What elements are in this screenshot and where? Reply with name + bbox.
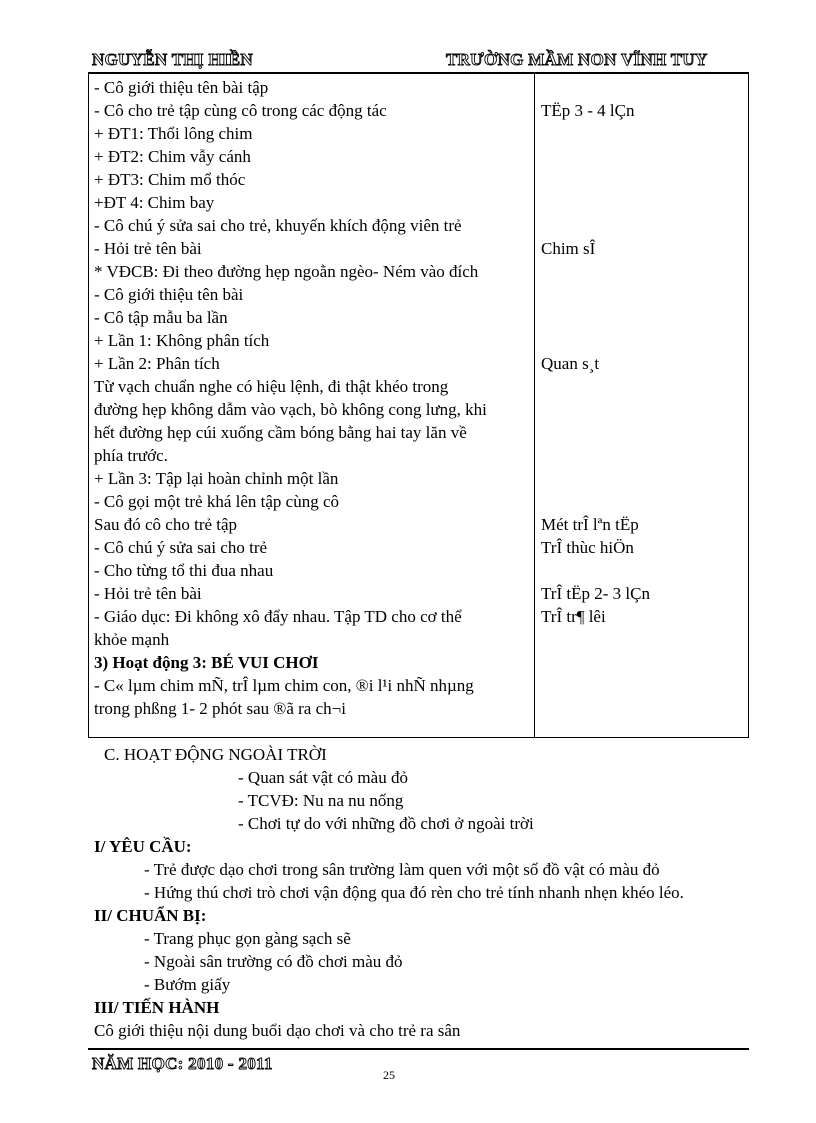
note-line: TrÎ tr¶ lêi xyxy=(541,607,606,626)
note-line: Mét trÎ lªn tËp xyxy=(541,515,639,534)
activity-line: Từ vạch chuẩn nghe có hiệu lệnh, đi thật khéo trong xyxy=(94,377,449,396)
chuan-bi-item: - Bướm giấy xyxy=(144,975,231,994)
note-line: TrÎ tËp 2- 3 lÇn xyxy=(541,584,650,603)
yeu-cau-item: - Hứng thú chơi trò chơi vận động qua đó rèn cho trẻ tính nhanh nhẹn khéo léo. xyxy=(144,883,684,902)
activity-line: - Cô giới thiệu tên bài tập xyxy=(94,78,269,97)
note-line: Quan s¸t xyxy=(541,354,600,373)
activity-line: Sau đó cô cho trẻ tập xyxy=(94,515,238,534)
tien-hanh-heading: III/ TIẾN HÀNH xyxy=(94,998,220,1017)
activity-line: + ĐT2: Chim vẫy cánh xyxy=(94,147,251,166)
activity-line: + Lần 2: Phân tích xyxy=(94,354,220,373)
section-c-item: - Quan sát vật có màu đỏ xyxy=(238,768,408,787)
section-c-item: - Chơi tự do với những đồ chơi ở ngoài trời xyxy=(238,814,534,833)
section-c-item: - TCVĐ: Nu na nu nống xyxy=(238,791,404,810)
chuan-bi-heading: II/ CHUẨN BỊ: xyxy=(94,906,207,925)
chuan-bi-item: - Trang phục gọn gàng sạch sẽ xyxy=(144,929,351,948)
activity-line: đường hẹp không dẫm vào vạch, bò không cong lưng, khi xyxy=(94,400,487,419)
yeu-cau-heading: I/ YÊU CẦU: xyxy=(94,837,192,856)
activity-line: + ĐT3: Chim mổ thóc xyxy=(94,170,246,189)
activity-line: - Cô cho trẻ tập cùng cô trong các động tác xyxy=(94,101,387,120)
activity-line: - Cô tập mẫu ba lần xyxy=(94,308,228,327)
activity-heading: 3) Hoạt động 3: BÉ VUI CHƠI xyxy=(94,653,319,672)
page-number: 25 xyxy=(383,1068,395,1082)
activity-line: +ĐT 4: Chim bay xyxy=(94,193,215,212)
activity-line: khỏe mạnh xyxy=(94,630,170,649)
header-author: NGUYỄN THỊ HIỀN xyxy=(92,50,253,69)
note-line: Chim sÎ xyxy=(541,239,596,258)
yeu-cau-item: - Trẻ được dạo chơi trong sân trường làm quen với một số đồ vật có màu đỏ xyxy=(144,860,660,879)
activity-line: hết đường hẹp cúi xuống cầm bóng bằng hai tay lăn về xyxy=(94,423,467,442)
activity-line: trong phßng 1- 2 phót sau ®ã ra ch¬i xyxy=(94,699,346,718)
note-line: TrÎ thùc hiÖn xyxy=(541,538,634,557)
header-school: TRƯỜNG MẦM NON VĨNH TUY xyxy=(446,50,708,69)
activity-line: - Cho từng tổ thi đua nhau xyxy=(94,561,274,580)
table-column-divider xyxy=(534,72,535,737)
activity-line: * VĐCB: Đi theo đường hẹp ngoằn ngèo- Ném vào đích xyxy=(94,262,479,281)
note-line: TËp 3 - 4 lÇn xyxy=(541,101,635,120)
activity-line: + ĐT1: Thổi lông chim xyxy=(94,124,253,143)
activity-line: - C« lµm chim mÑ, trÎ lµm chim con, ®i l¹i nhÑ nhµng xyxy=(94,676,474,695)
activity-line: phía trước. xyxy=(94,446,168,465)
chuan-bi-item: - Ngoài sân trường có đồ chơi màu đỏ xyxy=(144,952,403,971)
activity-line: - Giáo dục: Đi không xô đẩy nhau. Tập TD cho cơ thể xyxy=(94,607,462,626)
activity-line: + Lần 1: Không phân tích xyxy=(94,331,270,350)
activity-line: - Cô gọi một trẻ khá lên tập cùng cô xyxy=(94,492,340,511)
section-c-title: C. HOẠT ĐỘNG NGOÀI TRỜI xyxy=(104,745,327,764)
activity-line: - Cô chú ý sửa sai cho trẻ xyxy=(94,538,268,557)
lesson-plan-table xyxy=(88,72,749,738)
tien-hanh-text: Cô giới thiệu nội dung buổi dạo chơi và cho trẻ ra sân xyxy=(94,1021,461,1040)
activity-line: - Cô chú ý sửa sai cho trẻ, khuyến khích động viên trẻ xyxy=(94,216,462,235)
footer-rule xyxy=(88,1048,749,1050)
activity-line: - Cô giới thiệu tên bài xyxy=(94,285,244,304)
activity-line: - Hỏi trẻ tên bài xyxy=(94,584,202,603)
activity-line: + Lần 3: Tập lại hoàn chỉnh một lần xyxy=(94,469,339,488)
activity-line: - Hỏi trẻ tên bài xyxy=(94,239,202,258)
footer-school-year: NĂM HỌC: 2010 - 2011 xyxy=(92,1054,273,1073)
